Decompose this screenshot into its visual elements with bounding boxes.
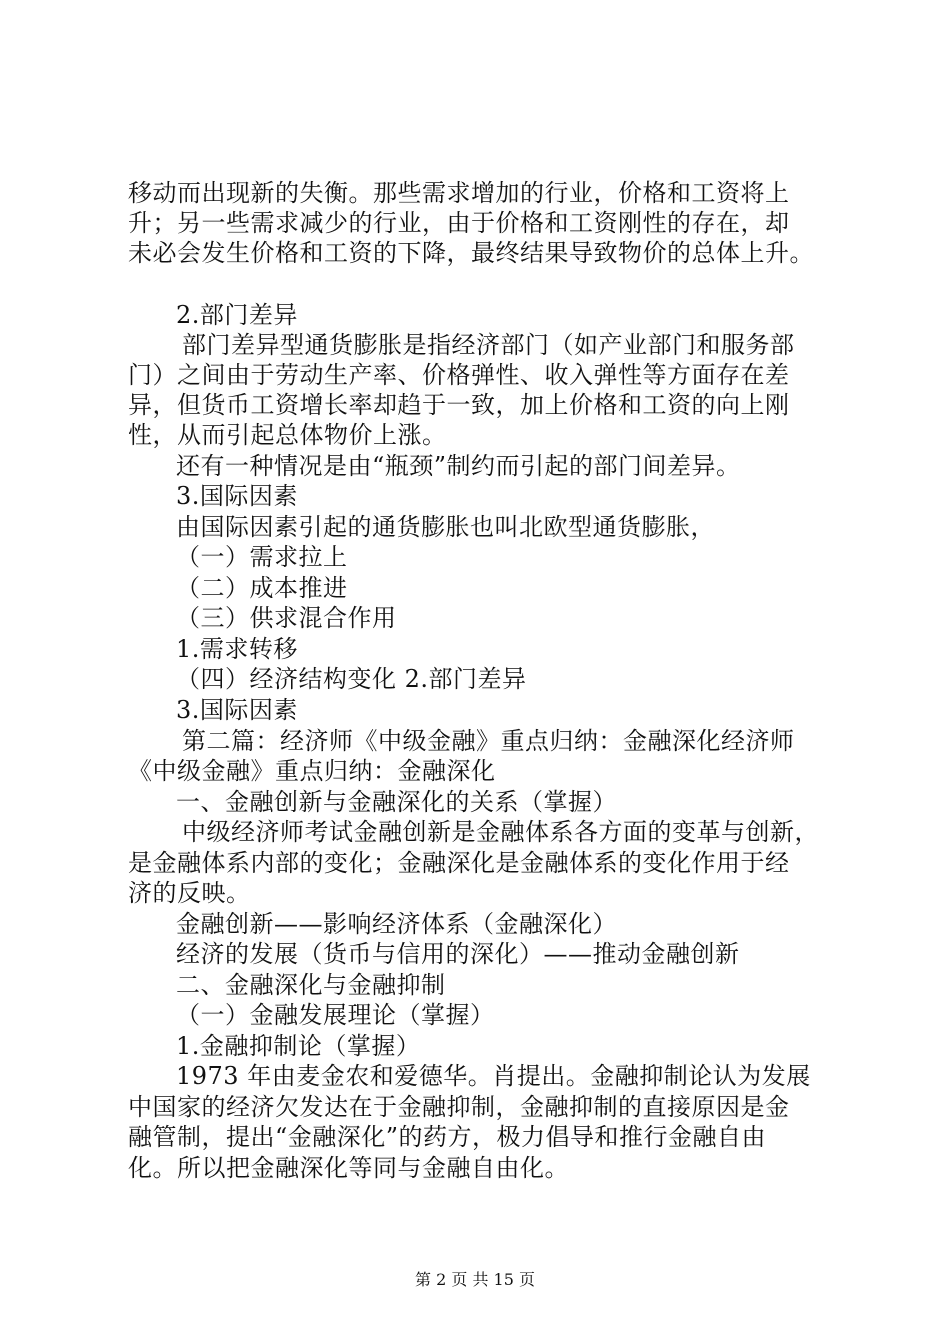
text-line: 化。所以把金融深化等同与金融自由化。: [128, 1154, 569, 1182]
text-line: 金融创新——影响经济体系（金融深化）: [176, 910, 617, 938]
section-heading: 1.金融抑制论（掌握）: [176, 1032, 421, 1060]
text-line: 部门差异型通货膨胀是指经济部门（如产业部门和服务部: [182, 331, 795, 359]
chapter-title: 第二篇：经济师《中级金融》重点归纳：金融深化经济师: [182, 727, 795, 755]
list-item: （三）供求混合作用: [176, 604, 397, 632]
text-line: 是金融体系内部的变化；金融深化是金融体系的变化作用于经: [128, 849, 790, 877]
text-line: 未必会发生价格和工资的下降，最终结果导致物价的总体上升。: [128, 239, 814, 267]
section-heading: 3.国际因素: [176, 482, 298, 510]
text-line: 门）之间由于劳动生产率、价格弹性、收入弹性等方面存在差: [128, 361, 790, 389]
list-item: 3.国际因素: [176, 696, 298, 724]
section-heading: 2.部门差异: [176, 301, 298, 329]
text-line: 异，但货币工资增长率却趋于一致，加上价格和工资的向上刚: [128, 391, 790, 419]
text-line: 由国际因素引起的通货膨胀也叫北欧型通货膨胀，: [176, 513, 715, 541]
list-item: 1.需求转移: [176, 635, 298, 663]
section-heading: 一、金融创新与金融深化的关系（掌握）: [176, 788, 617, 816]
text-line: 性，从而引起总体物价上涨。: [128, 421, 447, 449]
text-line: 济的反映。: [128, 879, 251, 907]
text-line: 融管制，提出“金融深化”的药方，极力倡导和推行金融自由: [128, 1123, 767, 1151]
section-heading: 二、金融深化与金融抑制: [176, 971, 446, 999]
section-heading: （一）金融发展理论（掌握）: [176, 1001, 495, 1029]
text-line: 经济的发展（货币与信用的深化）——推动金融创新: [176, 940, 740, 968]
text-line: 中级经济师考试金融创新是金融体系各方面的变革与创新，: [182, 818, 819, 846]
text-line: 1973 年由麦金农和爱德华。肖提出。金融抑制论认为发展: [176, 1062, 811, 1090]
text-line: 升；另一些需求减少的行业，由于价格和工资刚性的存在，却: [128, 209, 790, 237]
list-item: （一）需求拉上: [176, 543, 348, 571]
text-line: 还有一种情况是由“瓶颈”制约而引起的部门间差异。: [176, 452, 741, 480]
list-item: （四）经济结构变化 2.部门差异: [176, 665, 527, 693]
page-number-footer: 第 2 页 共 15 页: [415, 1270, 535, 1289]
text-line: 移动而出现新的失衡。那些需求增加的行业，价格和工资将上: [128, 179, 790, 207]
list-item: （二）成本推进: [176, 574, 348, 602]
text-line: 中国家的经济欠发达在于金融抑制，金融抑制的直接原因是金: [128, 1093, 790, 1121]
chapter-title: 《中级金融》重点归纳：金融深化: [128, 757, 496, 785]
